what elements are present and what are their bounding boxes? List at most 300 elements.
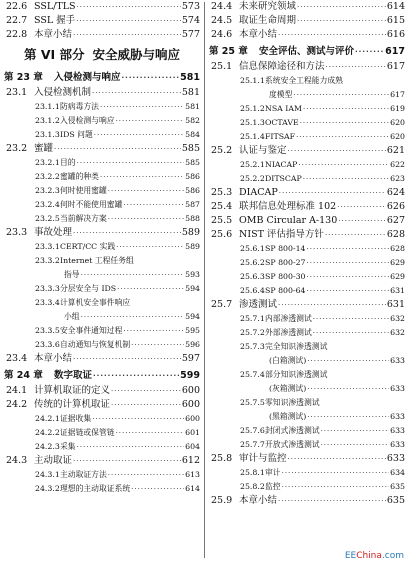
toc-entry — [209, 242, 405, 256]
entry-title: 主动取证 — [34, 455, 73, 466]
page-number: 601 — [185, 428, 200, 437]
page-number: 632 — [390, 314, 405, 323]
section-number: 25.1 — [211, 61, 233, 72]
section-number: 23.1.3 — [35, 130, 60, 139]
toc-entry — [209, 466, 405, 480]
toc-entry — [209, 284, 405, 298]
section-number: 25.1.3 — [240, 118, 265, 127]
page-number: 619 — [390, 104, 405, 113]
entry-title: (白箱测试) — [269, 356, 307, 365]
page-number: 631 — [386, 299, 405, 310]
dot-leader — [111, 398, 181, 412]
section-number: 23.2.2 — [35, 172, 60, 181]
section-number: 23.3 — [6, 227, 28, 238]
toc-entry — [209, 298, 405, 312]
entry-title: 系统安全工程能力成熟 — [265, 76, 343, 85]
toc-entry — [209, 494, 405, 508]
section-number: 25.1.1 — [240, 76, 265, 85]
page-number: 573 — [181, 1, 200, 12]
entry-title: 数字取证 — [54, 370, 93, 381]
toc-entry-continuation — [209, 382, 405, 396]
page-number: 581 — [180, 72, 200, 83]
page-number: 581 — [185, 102, 200, 111]
dot-leader — [73, 352, 181, 366]
toc-entry — [4, 28, 200, 42]
entry-title: FITSAF — [265, 132, 296, 141]
dot-leader — [300, 116, 389, 130]
page-number: 594 — [185, 284, 200, 293]
toc-entry — [209, 340, 405, 354]
entry-title: 当前解决方案 — [60, 214, 107, 223]
page-number: 633 — [390, 440, 405, 449]
dot-leader — [279, 186, 386, 200]
page-number: 633 — [390, 384, 405, 393]
page-number: 633 — [386, 453, 405, 464]
dot-leader — [100, 100, 184, 114]
dot-leader — [117, 282, 184, 296]
dot-leader — [313, 326, 389, 340]
entry-title: CERT/CC 实践 — [60, 242, 116, 251]
entry-title: (黑箱测试) — [269, 412, 307, 421]
entry-title: NIST 评估指导方针 — [239, 229, 324, 240]
page-number: 622 — [390, 160, 405, 169]
section-number: 25.2.1 — [240, 160, 265, 169]
toc-entry-continuation — [209, 410, 405, 424]
section-number: 25.3 — [211, 187, 233, 198]
section-number: 25.6.2 — [240, 258, 265, 267]
toc-entry — [209, 424, 405, 438]
entry-title: 审计 — [265, 468, 281, 477]
dot-leader — [116, 240, 184, 254]
dot-leader — [326, 60, 386, 74]
entry-title: 本章小结 — [34, 29, 73, 40]
section-number: 第 24 章 — [4, 370, 43, 381]
page-number: 585 — [181, 143, 200, 154]
entry-title: 传统的计算机取证 — [34, 399, 111, 410]
watermark-china: China — [356, 551, 382, 561]
page-number: 617 — [385, 46, 405, 57]
toc-entry — [209, 368, 405, 382]
watermark — [345, 551, 404, 561]
toc-entry — [209, 14, 405, 28]
toc-entry — [4, 14, 200, 28]
section-number: 23.1.2 — [35, 116, 60, 125]
toc-entry — [209, 214, 405, 228]
dot-leader — [77, 156, 185, 170]
toc-entry — [4, 240, 200, 254]
dot-leader — [116, 114, 185, 128]
part-number: 第 VI 部分 — [23, 47, 85, 62]
entry-title: Internet 工程任务组 — [60, 256, 134, 265]
dot-leader — [116, 426, 185, 440]
section-number: 23.1.1 — [35, 102, 60, 111]
section-number: 25.8 — [211, 453, 233, 464]
section-number: 25.5 — [211, 215, 233, 226]
part-title: 安全威胁与响应 — [92, 47, 181, 62]
watermark-suffix: .com — [381, 551, 404, 561]
page-number: 626 — [386, 201, 405, 212]
toc-entry — [4, 0, 200, 14]
dot-leader — [92, 412, 184, 426]
entry-title: SP 800-30 — [265, 272, 306, 281]
part-heading — [4, 42, 200, 68]
section-number: 25.7.3 — [240, 342, 265, 351]
toc-entry — [209, 256, 405, 270]
dot-leader — [325, 228, 386, 242]
section-number: 24.6 — [211, 29, 233, 40]
entry-title: 小组 — [64, 312, 80, 321]
toc-entry — [209, 312, 405, 326]
entry-title: DITSCAP — [265, 174, 302, 183]
section-number: 23.1 — [6, 87, 28, 98]
page-number: 628 — [386, 229, 405, 240]
section-number: 24.5 — [211, 15, 233, 26]
entry-title: 何时使用蜜罐 — [60, 186, 107, 195]
toc-left-column — [4, 0, 200, 496]
toc-entry — [209, 172, 405, 186]
dot-leader — [321, 424, 390, 438]
toc-entry — [209, 60, 405, 74]
entry-title: 信息保障途径和方法 — [239, 61, 325, 72]
section-number: 25.7 — [211, 299, 233, 310]
page-number: 621 — [386, 145, 405, 156]
toc-right-column — [209, 0, 405, 508]
toc-entry — [209, 158, 405, 172]
section-number: 第 25 章 — [209, 46, 248, 57]
entry-title: NIACAP — [265, 160, 298, 169]
toc-entry — [4, 142, 200, 156]
toc-entry-continuation — [209, 354, 405, 368]
page-number: 627 — [386, 215, 405, 226]
toc-entry — [4, 398, 200, 412]
entry-title: 安全事件通知过程 — [60, 326, 123, 335]
section-number: 25.7.2 — [240, 328, 265, 337]
entry-title: 监控 — [265, 482, 281, 491]
section-number: 24.2.2 — [35, 428, 60, 437]
toc-entry — [4, 468, 200, 482]
entry-title: (灰箱测试) — [269, 384, 307, 393]
section-number: 25.7.5 — [240, 398, 265, 407]
dot-leader — [307, 270, 390, 284]
section-number: 25.7.6 — [240, 426, 265, 435]
dot-leader — [111, 384, 181, 398]
toc-entry — [4, 324, 200, 338]
section-number: 25.7.1 — [240, 314, 265, 323]
entry-title: 本章小结 — [239, 495, 278, 506]
section-number: 23.2.5 — [35, 214, 60, 223]
toc-entry-continuation — [209, 88, 405, 102]
entry-title: 防病毒方法 — [60, 102, 99, 111]
dot-leader — [123, 324, 184, 338]
toc-entry — [209, 102, 405, 116]
section-number: 25.6.3 — [240, 272, 265, 281]
page-number: 597 — [181, 353, 200, 364]
page-number: 629 — [390, 258, 405, 267]
toc-entry — [209, 326, 405, 340]
toc-entry — [4, 282, 200, 296]
entry-title: 自动通知与恢复机制 — [60, 340, 131, 349]
entry-title: NSA IAM — [265, 104, 302, 113]
page-number: 596 — [185, 340, 200, 349]
page-number: 616 — [386, 29, 405, 40]
dot-leader — [100, 170, 184, 184]
watermark-prefix: EE — [344, 551, 357, 561]
entry-title: 入侵检测与响应 — [54, 72, 121, 83]
section-number: 24.3 — [6, 455, 28, 466]
section-number: 25.6.1 — [240, 244, 265, 253]
toc-entry — [4, 156, 200, 170]
dot-leader — [108, 212, 184, 226]
dot-leader — [338, 214, 386, 228]
toc-entry — [209, 0, 405, 14]
section-number: 25.8.2 — [240, 482, 265, 491]
section-number: 25.1.2 — [240, 104, 265, 113]
section-number: 25.7.4 — [240, 370, 265, 379]
entry-title: 入侵检测与响应 — [60, 116, 115, 125]
entry-title: 计算机安全事件响应 — [60, 298, 131, 307]
dot-leader — [278, 298, 386, 312]
entry-title: 完全知识渗透测试 — [265, 342, 328, 351]
page-number: 635 — [390, 482, 405, 491]
entry-title: SP 800-14 — [265, 244, 306, 253]
entry-title: 本章小结 — [34, 353, 73, 364]
toc-entry — [209, 28, 405, 42]
dot-leader — [81, 310, 185, 324]
section-number: 23.3.5 — [35, 326, 60, 335]
entry-title: 安全评估、测试与评价 — [259, 46, 355, 57]
dot-leader — [307, 256, 390, 270]
toc-entry — [4, 198, 200, 212]
toc-entry — [209, 200, 405, 214]
section-number: 22.6 — [6, 1, 28, 12]
section-number: 24.3.1 — [35, 470, 60, 479]
toc-entry — [209, 130, 405, 144]
section-number: 25.2 — [211, 145, 233, 156]
dot-leader — [355, 44, 384, 60]
page-number: 599 — [180, 370, 200, 381]
toc-entry — [4, 86, 200, 100]
entry-title: 采集 — [60, 442, 76, 451]
dot-leader — [77, 440, 185, 454]
dot-leader — [73, 226, 181, 240]
page-number: 600 — [185, 414, 200, 423]
dot-leader — [303, 102, 389, 116]
section-number: 23.2 — [6, 143, 28, 154]
dot-leader — [337, 200, 386, 214]
page-number: 620 — [390, 132, 405, 141]
page-number: 587 — [185, 200, 200, 209]
dot-leader — [293, 88, 389, 102]
dot-leader — [307, 382, 389, 396]
page-number: 585 — [185, 158, 200, 167]
dot-leader — [298, 158, 389, 172]
dot-leader — [296, 130, 389, 144]
entry-title: SSL 握手 — [34, 15, 76, 26]
toc-entry — [209, 438, 405, 452]
entry-title: OCTAVE — [265, 118, 299, 127]
entry-title: 开放式渗透测试 — [265, 440, 320, 449]
page-number: 604 — [185, 442, 200, 451]
toc-entry — [4, 338, 200, 352]
page-number: 633 — [390, 426, 405, 435]
dot-leader — [92, 86, 181, 100]
dot-leader — [131, 482, 184, 496]
entry-title: 度模型 — [269, 90, 293, 99]
dot-leader — [93, 368, 179, 384]
toc-entry — [209, 396, 405, 410]
toc-entry — [4, 440, 200, 454]
entry-title: 未来研究领域 — [239, 1, 297, 12]
chapter-heading — [4, 69, 200, 86]
toc-entry — [209, 116, 405, 130]
section-number: 24.1 — [6, 385, 28, 396]
dot-leader — [288, 452, 386, 466]
page-number: 593 — [185, 270, 200, 279]
entry-title: 认证与鉴定 — [239, 145, 287, 156]
entry-title: 事故处理 — [34, 227, 73, 238]
page-number: 612 — [181, 455, 200, 466]
page-number: 595 — [185, 326, 200, 335]
page-number: 629 — [390, 272, 405, 281]
entry-title: 目的 — [60, 158, 76, 167]
page-number: 614 — [386, 1, 405, 12]
toc-entry — [4, 454, 200, 468]
entry-title: 内部渗透测试 — [265, 314, 312, 323]
entry-title: 联邦信息处理标准 102 — [239, 201, 337, 212]
page-number: 634 — [390, 468, 405, 477]
toc-entry — [209, 480, 405, 494]
section-number: 24.3.2 — [35, 484, 60, 493]
entry-title: OMB Circular A-130 — [239, 215, 338, 226]
page-number: 600 — [181, 385, 200, 396]
toc-entry — [4, 296, 200, 310]
chapter-heading — [209, 43, 405, 60]
column-divider — [204, 2, 205, 558]
entry-title: IDS 问题 — [60, 130, 93, 139]
toc-entry — [4, 100, 200, 114]
page-number: 589 — [185, 242, 200, 251]
page-number: 633 — [390, 412, 405, 421]
page-number: 628 — [390, 244, 405, 253]
entry-title: 蜜罐 — [34, 143, 54, 154]
dot-leader — [77, 0, 181, 14]
section-number: 25.4 — [211, 201, 233, 212]
dot-leader — [307, 410, 389, 424]
page-number: 582 — [185, 116, 200, 125]
dot-leader — [108, 468, 184, 482]
page-number: 600 — [181, 399, 200, 410]
dot-leader — [54, 142, 181, 156]
toc-entry — [209, 74, 405, 88]
page-number: 594 — [185, 312, 200, 321]
page-number: 574 — [181, 15, 200, 26]
entry-title: 外部渗透测试 — [265, 328, 312, 337]
dot-leader — [297, 14, 386, 28]
page-number: 617 — [390, 90, 405, 99]
page-number: 589 — [181, 227, 200, 238]
dot-leader — [81, 268, 185, 282]
entry-title: 渗透测试 — [239, 299, 278, 310]
dot-leader — [108, 184, 184, 198]
page-number: 586 — [185, 172, 200, 181]
dot-leader — [73, 454, 181, 468]
page-number: 633 — [390, 356, 405, 365]
entry-title: 计算机取证的定义 — [34, 385, 111, 396]
dot-leader — [307, 284, 390, 298]
dot-leader — [94, 128, 184, 142]
section-number: 25.7.7 — [240, 440, 265, 449]
section-number: 23.2.1 — [35, 158, 60, 167]
entry-title: 分层安全与 IDS — [60, 284, 117, 293]
entry-title: 蜜罐的种类 — [60, 172, 99, 181]
toc-entry — [209, 186, 405, 200]
dot-leader — [278, 494, 386, 508]
page-number: 620 — [390, 118, 405, 127]
page-number: 584 — [185, 130, 200, 139]
section-number: 23.3.6 — [35, 340, 60, 349]
section-number: 23.3.3 — [35, 284, 60, 293]
toc-entry-continuation — [4, 268, 200, 282]
dot-leader — [282, 480, 390, 494]
toc-entry-continuation — [4, 310, 200, 324]
toc-entry — [4, 426, 200, 440]
toc-entry — [4, 482, 200, 496]
toc-entry — [4, 226, 200, 240]
page-number: 623 — [390, 174, 405, 183]
dot-leader — [288, 144, 386, 158]
toc-entry — [4, 254, 200, 268]
entry-title: 封闭式渗透测试 — [265, 426, 320, 435]
entry-title: 审计与监控 — [239, 453, 287, 464]
toc-entry — [209, 144, 405, 158]
section-number: 24.2 — [6, 399, 28, 410]
section-number: 第 23 章 — [4, 72, 43, 83]
toc-entry — [209, 228, 405, 242]
dot-leader — [282, 466, 390, 480]
entry-title: 零知识渗透测试 — [265, 398, 320, 407]
page-number: 581 — [181, 87, 200, 98]
section-number: 24.4 — [211, 1, 233, 12]
section-number: 25.9 — [211, 495, 233, 506]
entry-title: 理想的主动取证系统 — [60, 484, 131, 493]
page-number: 613 — [185, 470, 200, 479]
section-number: 23.2.3 — [35, 186, 60, 195]
entry-title: SP 800-64 — [265, 286, 306, 295]
section-number: 23.3.4 — [35, 298, 60, 307]
entry-title: SSL/TLS — [34, 1, 76, 12]
dot-leader — [122, 70, 180, 86]
dot-leader — [313, 312, 389, 326]
entry-title: 指导 — [64, 270, 80, 279]
toc-entry — [4, 412, 200, 426]
section-number: 22.8 — [6, 29, 28, 40]
page-number: 586 — [185, 186, 200, 195]
entry-title: 入侵检测机制 — [34, 87, 92, 98]
toc-entry — [4, 128, 200, 142]
dot-leader — [307, 242, 390, 256]
toc-entry — [4, 114, 200, 128]
page-number: 632 — [390, 328, 405, 337]
entry-title: 证据收集 — [60, 414, 92, 423]
dot-leader — [303, 172, 389, 186]
entry-title: 何时不能使用蜜罐 — [60, 200, 123, 209]
entry-title: DIACAP — [239, 187, 278, 198]
section-number: 25.2.2 — [240, 174, 265, 183]
entry-title: 本章小结 — [239, 29, 278, 40]
toc-entry — [4, 212, 200, 226]
section-number: 23.2.4 — [35, 200, 60, 209]
dot-leader — [76, 14, 181, 28]
